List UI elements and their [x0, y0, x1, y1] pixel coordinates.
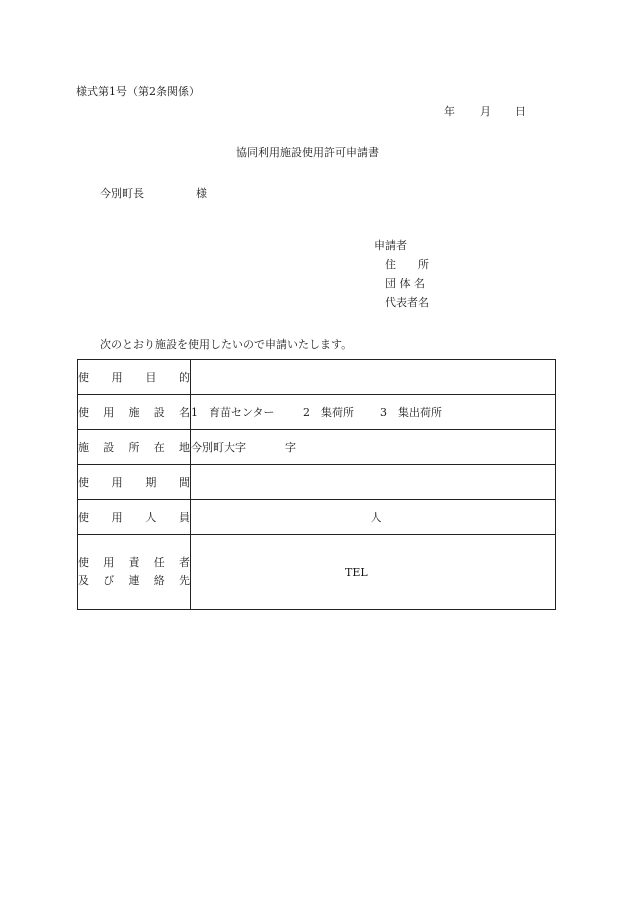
people-unit: 人 — [370, 511, 382, 524]
document-title: 協同利用施設使用許可申請書 — [236, 146, 379, 159]
row-facility — [78, 395, 556, 430]
date-day: 日 — [515, 105, 526, 118]
applicant-address-label: 住 所 — [385, 258, 429, 271]
people-field[interactable] — [191, 500, 556, 535]
facility-option-2[interactable]: 2 集荷所 — [303, 406, 354, 419]
location-label: 施設所在地 — [78, 430, 191, 465]
addressee-honorific: 様 — [196, 187, 207, 200]
contact-label-line-1: 使用責任者 — [78, 556, 190, 569]
intro-text: 次のとおり施設を使用したいので申請いたします。 — [100, 338, 353, 351]
location-field[interactable] — [191, 430, 556, 465]
date-year: 年 — [444, 105, 455, 118]
contact-label-line-2: 及び連絡先 — [78, 574, 190, 587]
applicant-heading: 申請者 — [374, 239, 407, 252]
applicant-group-label: 団 体 名 — [385, 277, 425, 290]
row-location — [78, 430, 556, 465]
facility-option-1[interactable]: 1 育苗センター — [191, 406, 275, 419]
facility-option-3[interactable]: 3 集出荷所 — [380, 406, 442, 419]
period-field[interactable] — [191, 465, 556, 500]
purpose-field[interactable] — [191, 360, 556, 395]
contact-tel-label: TEL — [345, 565, 368, 579]
date-month: 月 — [480, 105, 491, 118]
facility-field[interactable] — [191, 395, 556, 430]
applicant-rep-label: 代表者名 — [385, 296, 429, 309]
purpose-label: 使用目的 — [78, 360, 191, 395]
period-label: 使用期間 — [78, 465, 191, 500]
row-people — [78, 500, 556, 535]
location-prefix: 今別町大字 — [191, 441, 246, 454]
contact-label — [78, 535, 191, 610]
application-table — [77, 359, 556, 610]
contact-field[interactable] — [191, 535, 556, 610]
facility-label: 使用施設名 — [78, 395, 191, 430]
people-label: 使用人員 — [78, 500, 191, 535]
row-contact — [78, 535, 556, 610]
row-period — [78, 465, 556, 500]
addressee-name: 今別町長 — [100, 187, 144, 200]
form-number: 様式第1号（第2条関係） — [76, 85, 200, 98]
location-suffix: 字 — [285, 441, 296, 454]
row-purpose — [78, 360, 556, 395]
